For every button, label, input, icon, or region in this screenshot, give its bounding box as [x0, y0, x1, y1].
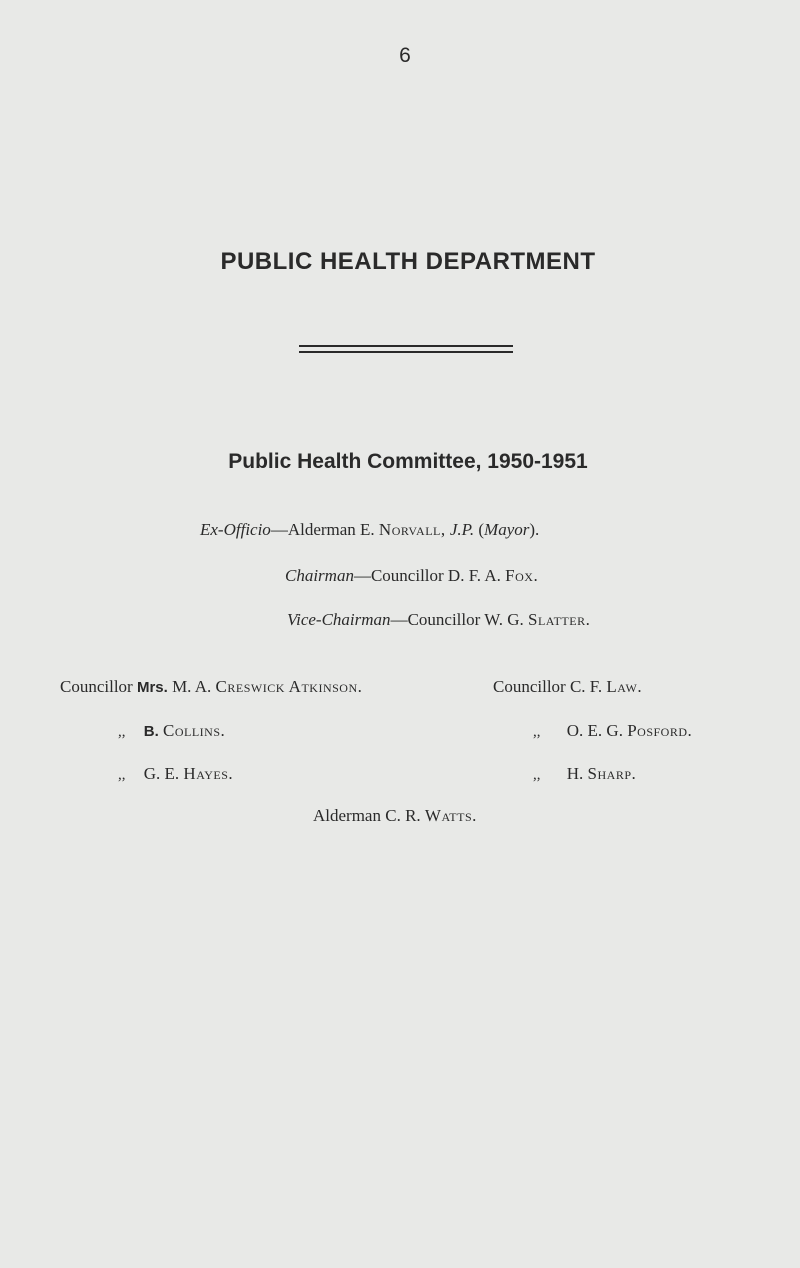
member-left-3	[118, 764, 233, 784]
alderman-name: Watts.	[424, 806, 477, 825]
member-initials: C. F.	[569, 677, 603, 696]
ex-officio-paren-open: (	[478, 520, 485, 539]
vice-chairman-title: Councillor W. G.	[407, 610, 524, 629]
member-name: Law.	[606, 677, 643, 696]
double-rule-bottom	[299, 351, 513, 353]
ex-officio-paren-close: ).	[529, 520, 540, 539]
chairman-role: Chairman	[285, 566, 354, 585]
page-number: 6	[399, 44, 411, 67]
member-name: Posford.	[627, 721, 693, 740]
member-left-1	[60, 677, 362, 697]
member-initials: G. E.	[143, 764, 180, 783]
ex-officio-line	[200, 520, 539, 540]
member-right-2	[533, 721, 692, 741]
committee-title: Public Health Committee, 1950-1951	[228, 450, 588, 473]
member-name: Hayes.	[183, 764, 234, 783]
ex-officio-title: Alderman E.	[287, 520, 375, 539]
chairman-title: Councillor D. F. A.	[370, 566, 501, 585]
member-initials: B.	[143, 723, 159, 740]
member-honorific: Mrs.	[136, 679, 168, 696]
member-name: Sharp.	[587, 764, 637, 783]
member-initials: O. E. G.	[566, 721, 623, 740]
member-left-2	[118, 721, 225, 741]
ditto-mark: ,,	[118, 767, 126, 783]
double-rule-top	[299, 345, 513, 347]
ditto-mark: ,,	[118, 724, 126, 740]
member-right-1	[493, 677, 642, 697]
chairman-separator: —	[353, 566, 371, 585]
ex-officio-mayor: Mayor	[484, 520, 530, 539]
ditto-mark: ,,	[533, 767, 541, 783]
member-name: Creswick Atkinson.	[215, 677, 363, 696]
vice-chairman-separator: —	[390, 610, 408, 629]
member-prefix: Councillor	[60, 677, 133, 696]
ex-officio-role: Ex-Officio	[200, 520, 271, 539]
vice-chairman-name: Slatter.	[527, 610, 591, 629]
member-alderman	[313, 806, 477, 826]
ex-officio-separator: —	[270, 520, 288, 539]
chairman-name: Fox.	[505, 566, 539, 585]
vice-chairman-role: Vice-Chairman	[287, 610, 391, 629]
ex-officio-jp: J.P.	[449, 520, 475, 539]
member-name: Collins.	[163, 721, 226, 740]
member-initials: M. A.	[172, 677, 212, 696]
department-title: PUBLIC HEALTH DEPARTMENT	[220, 248, 596, 275]
ex-officio-name: Norvall,	[378, 520, 446, 539]
alderman-title: Alderman C. R.	[313, 806, 421, 825]
chairman-line	[285, 566, 538, 586]
member-initials: H.	[566, 764, 584, 783]
vice-chairman-line	[287, 610, 590, 630]
ditto-mark: ,,	[533, 724, 541, 740]
member-prefix: Councillor	[493, 677, 566, 696]
member-right-3	[533, 764, 636, 784]
